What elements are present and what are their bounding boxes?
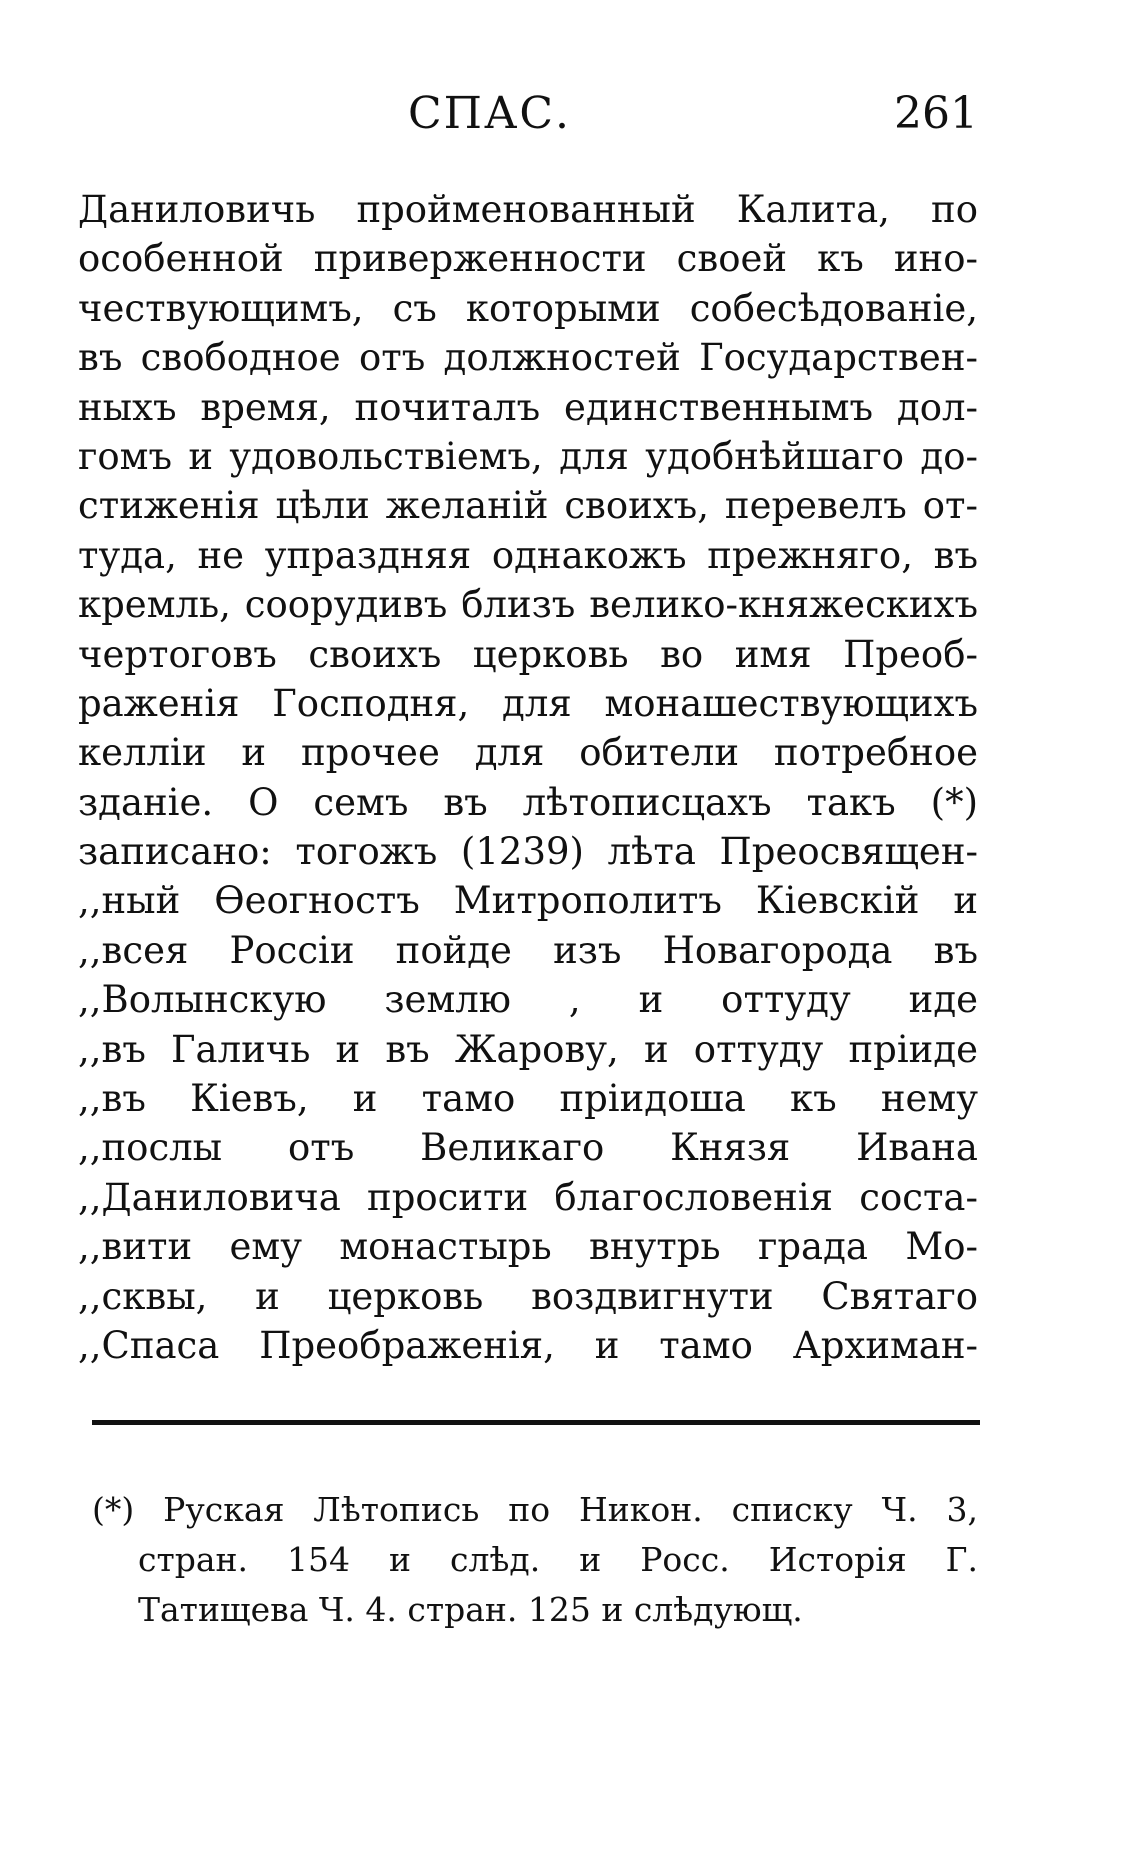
text-line: въ свободное отъ должностей Государствен- <box>78 336 978 380</box>
text-line: стиженія цѣли желаній своихъ, перевелъ от- <box>78 484 978 528</box>
footnote-line: стран. 154 и слѣд. и Росс. Исторія Г. <box>138 1540 978 1579</box>
text-line: кремль, соорудивъ близъ велико-княжескихъ <box>78 583 978 627</box>
footnote-line: (*) Руская Лѣтопись по Никон. списку Ч. 3, <box>92 1490 978 1529</box>
text-line: ,,Волынскую землю , и оттуду иде <box>78 978 978 1022</box>
text-line: чертоговъ своихъ церковь во имя Преоб- <box>78 632 978 676</box>
text-line: ,,вити ему монастырь внутрь града Мо- <box>78 1225 978 1269</box>
running-head <box>78 88 978 148</box>
page-number: 261 <box>894 88 978 139</box>
text-line: ,,въ Кіевъ, и тамо пріидоша къ нему <box>78 1077 978 1121</box>
running-title: СПАС. <box>408 88 572 139</box>
text-line: особенной приверженности своей къ ино- <box>78 237 978 281</box>
footnote <box>92 1485 978 1635</box>
text-line: записано: тогожъ (1239) лѣта Преосвящен- <box>78 830 978 874</box>
text-line: ,,Спаса Преображенія, и тамо Архиман- <box>78 1323 978 1367</box>
text-line: зданіе. О семъ въ лѣтописцахъ такъ (*) <box>78 780 978 824</box>
text-line: чествующимъ, съ которыми собесѣдованіе, <box>78 286 978 330</box>
text-line: ,,сквы, и церковь воздвигнути Святаго <box>78 1274 978 1318</box>
text-line: ,,въ Галичь и въ Жарову, и оттуду пріиде <box>78 1027 978 1071</box>
text-line: ныхъ время, почиталъ единственнымъ дол- <box>78 385 978 429</box>
footnote-rule <box>92 1420 980 1425</box>
text-line: гомъ и удовольствіемъ, для удобнѣйшаго до- <box>78 434 978 478</box>
text-line: раженія Господня, для монашествующихъ <box>78 681 978 725</box>
text-line: ,,ный Ѳеогностъ Митрополитъ Кіевскій и <box>78 879 978 923</box>
text-line: ,,всея Россіи пойде изъ Новагорода въ <box>78 928 978 972</box>
text-line: Даниловичь пройменованный Калита, по <box>78 188 978 231</box>
text-line: ,,послы отъ Великаго Князя Ивана <box>78 1126 978 1170</box>
text-line: туда, не упраздняя однакожъ прежняго, въ <box>78 533 978 577</box>
text-line: ,,Даниловича просити благословенія соста- <box>78 1175 978 1219</box>
footnote-line: Татищева Ч. 4. стран. 125 и слѣдующ. <box>138 1590 803 1629</box>
text-line: келліи и прочее для обители потребное <box>78 731 978 775</box>
main-text <box>78 185 978 1370</box>
